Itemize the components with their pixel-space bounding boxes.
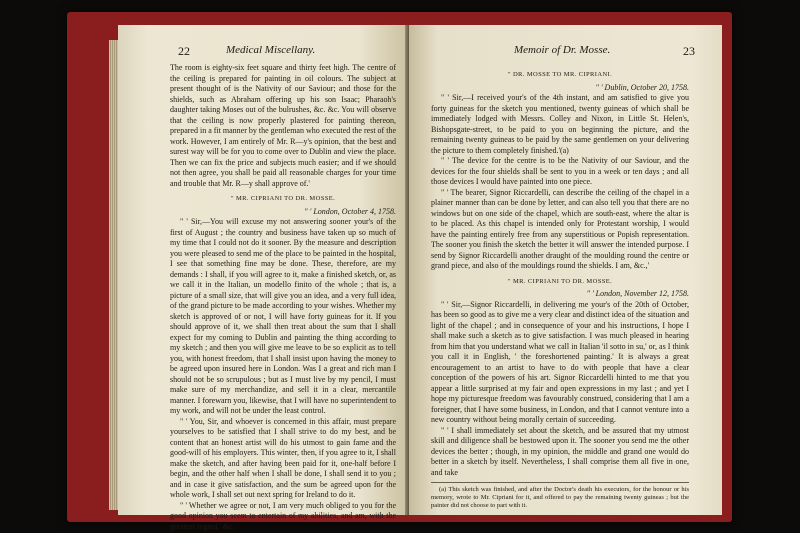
right-page-text <box>431 65 689 510</box>
paragraph: " ' The bearer, Signor Riccardelli, can describe the ceiling of the chapel in a plainer manner than can be done by letter, and can also tell you that there are no windows but on one side of the chapel, which are south-east, where the altar is to be placed. As this chapel is intended only for Protestant worship, I would have the painting entirely free from any superstitious or Popish representation. The sooner you finish the sketch the better it will answer the intended purpose. I send by Signor Riccardelli another draught of the moulding round the centre or grand piece, and also of the mouldings round the shields. I am, &c.,' <box>431 187 689 270</box>
letter-heading: " DR. MOSSE TO MR. CIPRIANI. <box>507 71 613 78</box>
paragraph: " ' Sir,—You will excuse my not answering sooner your's of the first of August ; the country and business have taken up so much of my time that I could not do it sooner. By the measure and description you were pleased to send me of the place to be painted in the hospital, I see that something fine may be done. These, therefore, are my demands : I shall, if you will agree to it, make a finished sketch, or, as we call it in the Italian, un modello finito of the whole ; that is, a picture of a small size, that will give you an idea, and a very full idea, of the grand picture to be made according to your wishes. Whether my sketch is approved of or not, I will have forty guineas for it. If you should approve of it, we shall then treat about the sum that I shall expect for my coming to Dublin and painting the thing according to my sketch ; and then you will give me leave to be so explicit as to tell you, with honest freedom, that I shall insist upon having the money to be agreed upon insured here in London. Was I a great and rich man I should not be so scrupulous ; but as I must live by my pencil, I must make sure of my merchandize, and sell it in a clear, mercantile manner. I forewarn you, likewise, that I will have no superintendent to my work, and will not be under the least control. <box>170 217 396 415</box>
paragraph: " ' Whether we agree or not, I am very much obliged to you for the good opinion you seem to entertain of my abilities, and am, with the greatest regard,' &c. <box>170 500 396 531</box>
paragraph: " ' Sir,—Signor Riccardelli, in delivering me your's of the 20th of October, has been so good as to give me a very clear and distinct idea of the situation and light of the chapel ; and in consequence of your and his instructions, I hope I shall make such a sketch as to give satisfaction. I was much pleased in hearing from him that you understand what we call in Italian 'il sotto in su,' or, as I think you call it in English, ' the foreshortened painting.' It is always a great encouragement to an artist to have to do with people that have a clear conception of the powers of his art. Signor Riccardelli hinted to me that you appear a little surprised at my fair and open expressions in my last ; and yet I hope my picturesque freedom was favourably construed, considering that I am a foreigner, that I have some business, in London, and that I cannot venture into a new country without being morally certain of succeeding. <box>431 299 689 424</box>
left-page-text <box>170 63 396 532</box>
paragraph: " ' Sir,—I received your's of the 4th instant, and am satisfied to give you forty guineas for the sketch you mentioned, twenty guineas of which shall be immediately lodged with Messrs. Colley and Nixon, in Little St. Helen's, Bishopsgate-street, to be paid to you on beginning the picture, and the remaining twenty guineas to be paid by the same gentlemen on your delivering the picture to them completely finished.'(a) <box>431 93 689 155</box>
paragraph: " ' You, Sir, and whoever is concerned in this affair, must prepare yourselves to be satisfied that I shall strive to do my best, and be content that an honest artist will do his utmost to gain fame and the good-will of his employers. This winter, then, if you agree to it, I shall make the sketch, and after having been paid for it, one-half before I begin, and the other half when I shall be done, I shall send it to you ; and in case it give satisfaction, and the sum be agreed upon for the whole work, I shall set out next spring for Ireland to do it. <box>170 416 396 499</box>
paragraph: " ' The device for the centre is to be the Nativity of our Saviour, and the devices for the four shields shall be sent to you in a week or ten days ; and all those devices I would have painted into one piece. <box>431 156 689 186</box>
paragraph: " ' I shall immediately set about the sketch, and be assured that my utmost skill and diligence shall be bestowed upon it. The sooner you send me the other devices the better ; though, in my opinion, the middle and grand one would do better in a sketch by itself. Nevertheless, I shall comprise them all five in one, and take <box>431 425 689 477</box>
paragraph: The room is eighty-six feet square and thirty feet high. The centre of the ceiling is prepared for painting in oil colours. The subject at present thought of is the Nativity of our Saviour; and those for the shields, such as Abraham offering up his son Isaac; Pharaoh's daughter taking Moses out of the bulrushes, &c. &c. You will observe that the ceiling is now properly plastered for painting thereon, prepared in a fit manner by the gentleman who executed the rest of the work. However, I am entirely of Mr. R—y's opinion, that the best and surest way will be for you to come over to Dublin and view the place. Then we can fix the price and subjects much easier; and if we should not then agree, you shall be paid all reasonable charges for your time and trouble that Mr. R—y shall approve of.' <box>170 63 396 188</box>
letter-dateline: " ' London, October 4, 1758. <box>304 206 396 216</box>
left-page-number: 22 <box>178 44 190 58</box>
right-running-title: Memoir of Dr. Mosse. <box>514 44 611 56</box>
letter-heading: " MR. CIPRIANI TO DR. MOSSE. <box>507 277 613 285</box>
left-running-title: Medical Miscellany. <box>226 44 316 56</box>
letter-heading: " MR. CIPRIANI TO DR. MOSSE. <box>230 195 336 202</box>
right-page <box>409 25 722 515</box>
letter-dateline: " ' London, November 12, 1758. <box>586 289 689 298</box>
right-page-number: 23 <box>683 44 695 58</box>
footnote: (a) This sketch was finished, and after the Doctor's death his executors, for the honour or his memory, wrote to Mr. Cipriani for it, and offered to pay the remaining twenty guineas ; but the painter did not choose to part with it. <box>431 482 689 510</box>
left-page <box>118 25 411 531</box>
letter-dateline: " ' Dublin, October 20, 1758. <box>595 82 689 92</box>
